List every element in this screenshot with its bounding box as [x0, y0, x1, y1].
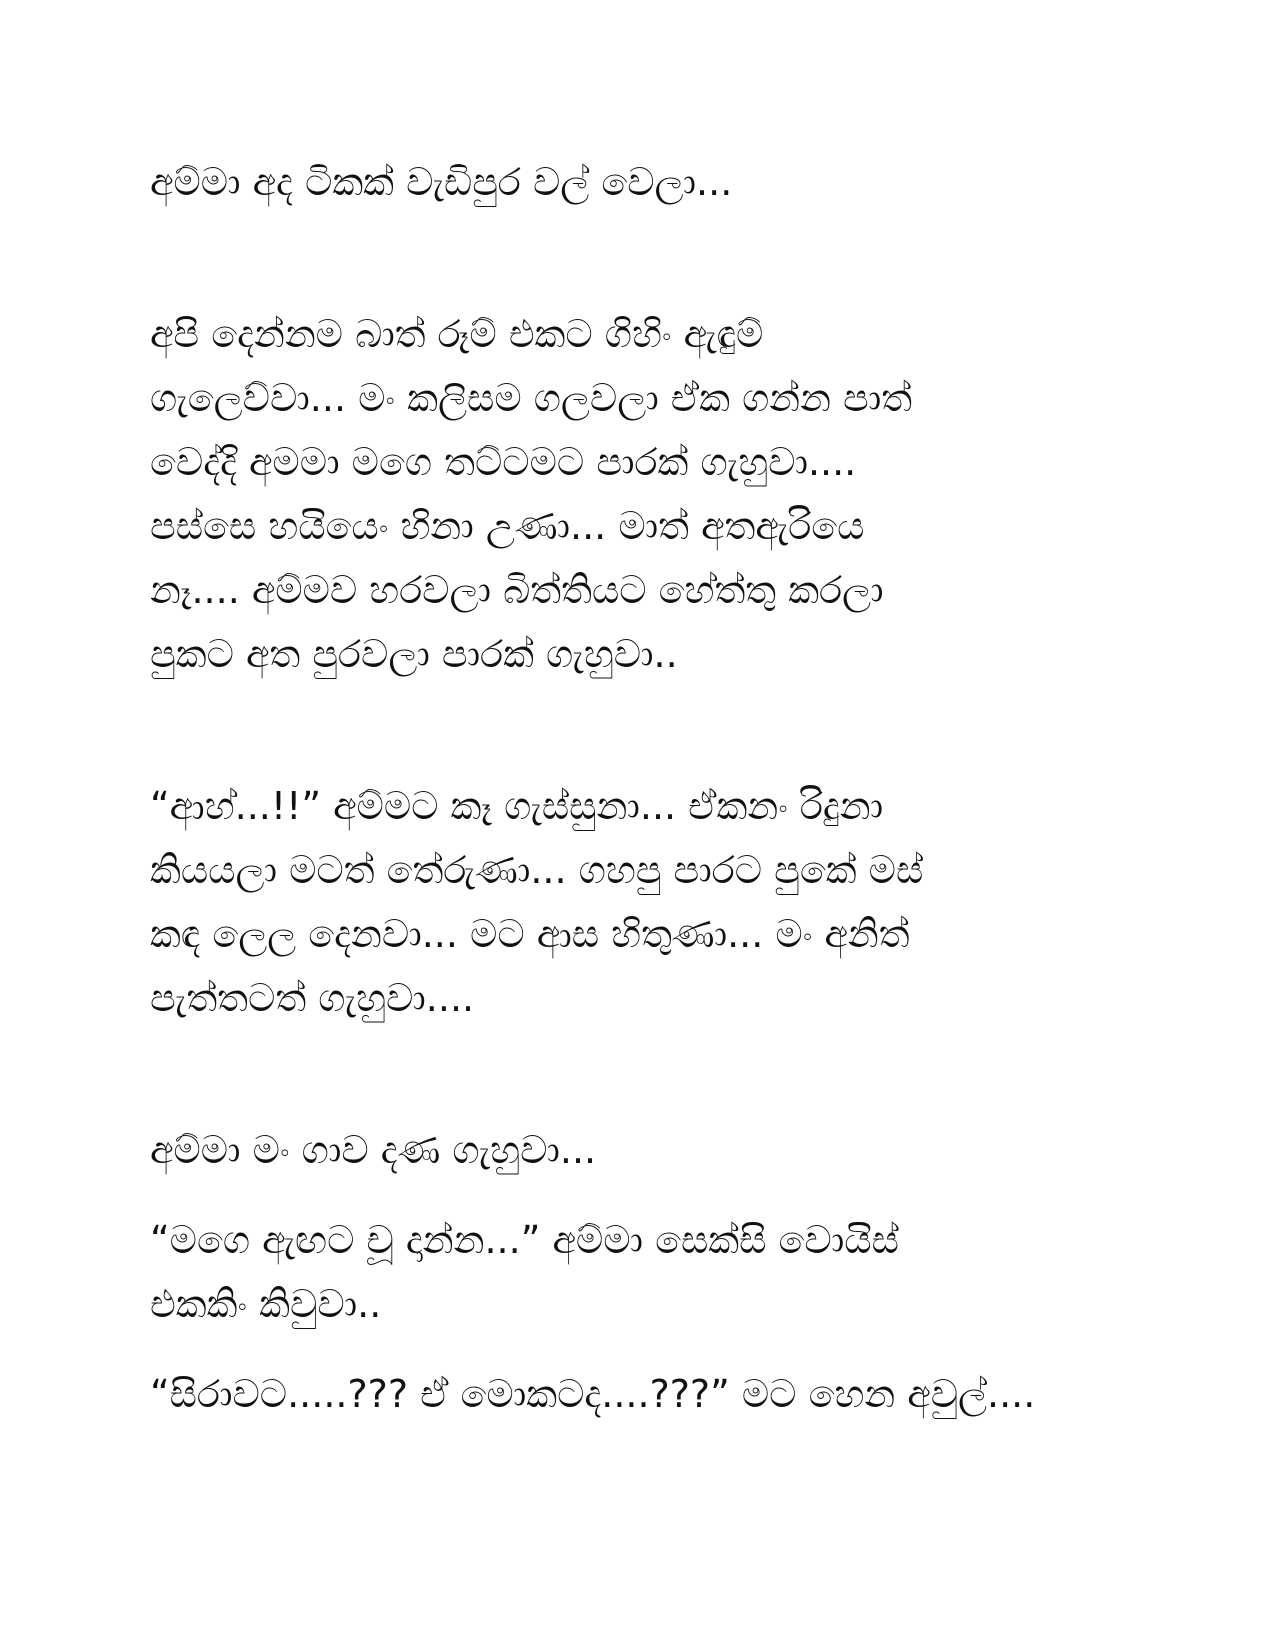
text-line: “සිරාවට.....??? ඒ මොකටද....???” මට හෙන අවුල්.... — [150, 1372, 1036, 1416]
text-line: කියයලා මටත් තේරුණා... ගහපු පාරට පුකේ මස් — [150, 848, 924, 892]
text-line: එකකිං කිවුවා.. — [150, 1282, 382, 1326]
paragraph-1 — [150, 150, 1130, 214]
text-line: අම්මා අද ටිකක් වැඩිපුර වල් වෙලා... — [150, 160, 733, 204]
paragraph-spacer — [150, 686, 1130, 774]
text-line: පස්සෙ හයියෙං හිනා උණා... මාත් අතඇරියෙ — [150, 504, 865, 548]
text-line: අම්මා මං ගාව දණ ගැහුවා... — [150, 1128, 597, 1172]
text-line: නෑ.... අම්මව හරවලා බිත්තියට හේත්තු කරලා — [150, 568, 884, 612]
text-line: කඳ ලෙල දෙනවා... මට ආස හිතුණා... මං අනිත් — [150, 912, 910, 956]
text-line: “ආහ්...!!” අම්මට කෑ ගැස්සුනා... ඒකනං රිදුනා — [150, 784, 884, 828]
paragraph-spacer — [150, 1030, 1130, 1118]
text-line: අපි දෙන්නම බාත් රූම් එකට ගිහිං ඇඳුම් — [150, 312, 764, 356]
paragraph-spacer — [150, 1336, 1130, 1362]
story-text — [150, 150, 1130, 1426]
paragraph-spacer — [150, 1182, 1130, 1208]
paragraph-2 — [150, 302, 1130, 686]
text-line: පුකට අත පුරවලා පාරක් ගැහුවා.. — [150, 632, 678, 676]
paragraph-3 — [150, 774, 1130, 1030]
paragraph-4 — [150, 1118, 1130, 1182]
paragraph-5 — [150, 1208, 1130, 1336]
text-line: පැත්තටත් ගැහුවා.... — [150, 976, 475, 1020]
paragraph-spacer — [150, 214, 1130, 302]
paragraph-6 — [150, 1362, 1130, 1426]
text-line: වෙද්දි අමමා මගෙ තට්ටමට පාරක් ගැහුවා.... — [150, 440, 857, 484]
text-line: “මගෙ ඇඟට චූ දාන්න...” අම්මා සෙක්සි වොයිස් — [150, 1218, 899, 1262]
text-line: ගැලෙව්වා... මං කලිසම ගලවලා ඒක ගන්න පාත් — [150, 376, 913, 420]
